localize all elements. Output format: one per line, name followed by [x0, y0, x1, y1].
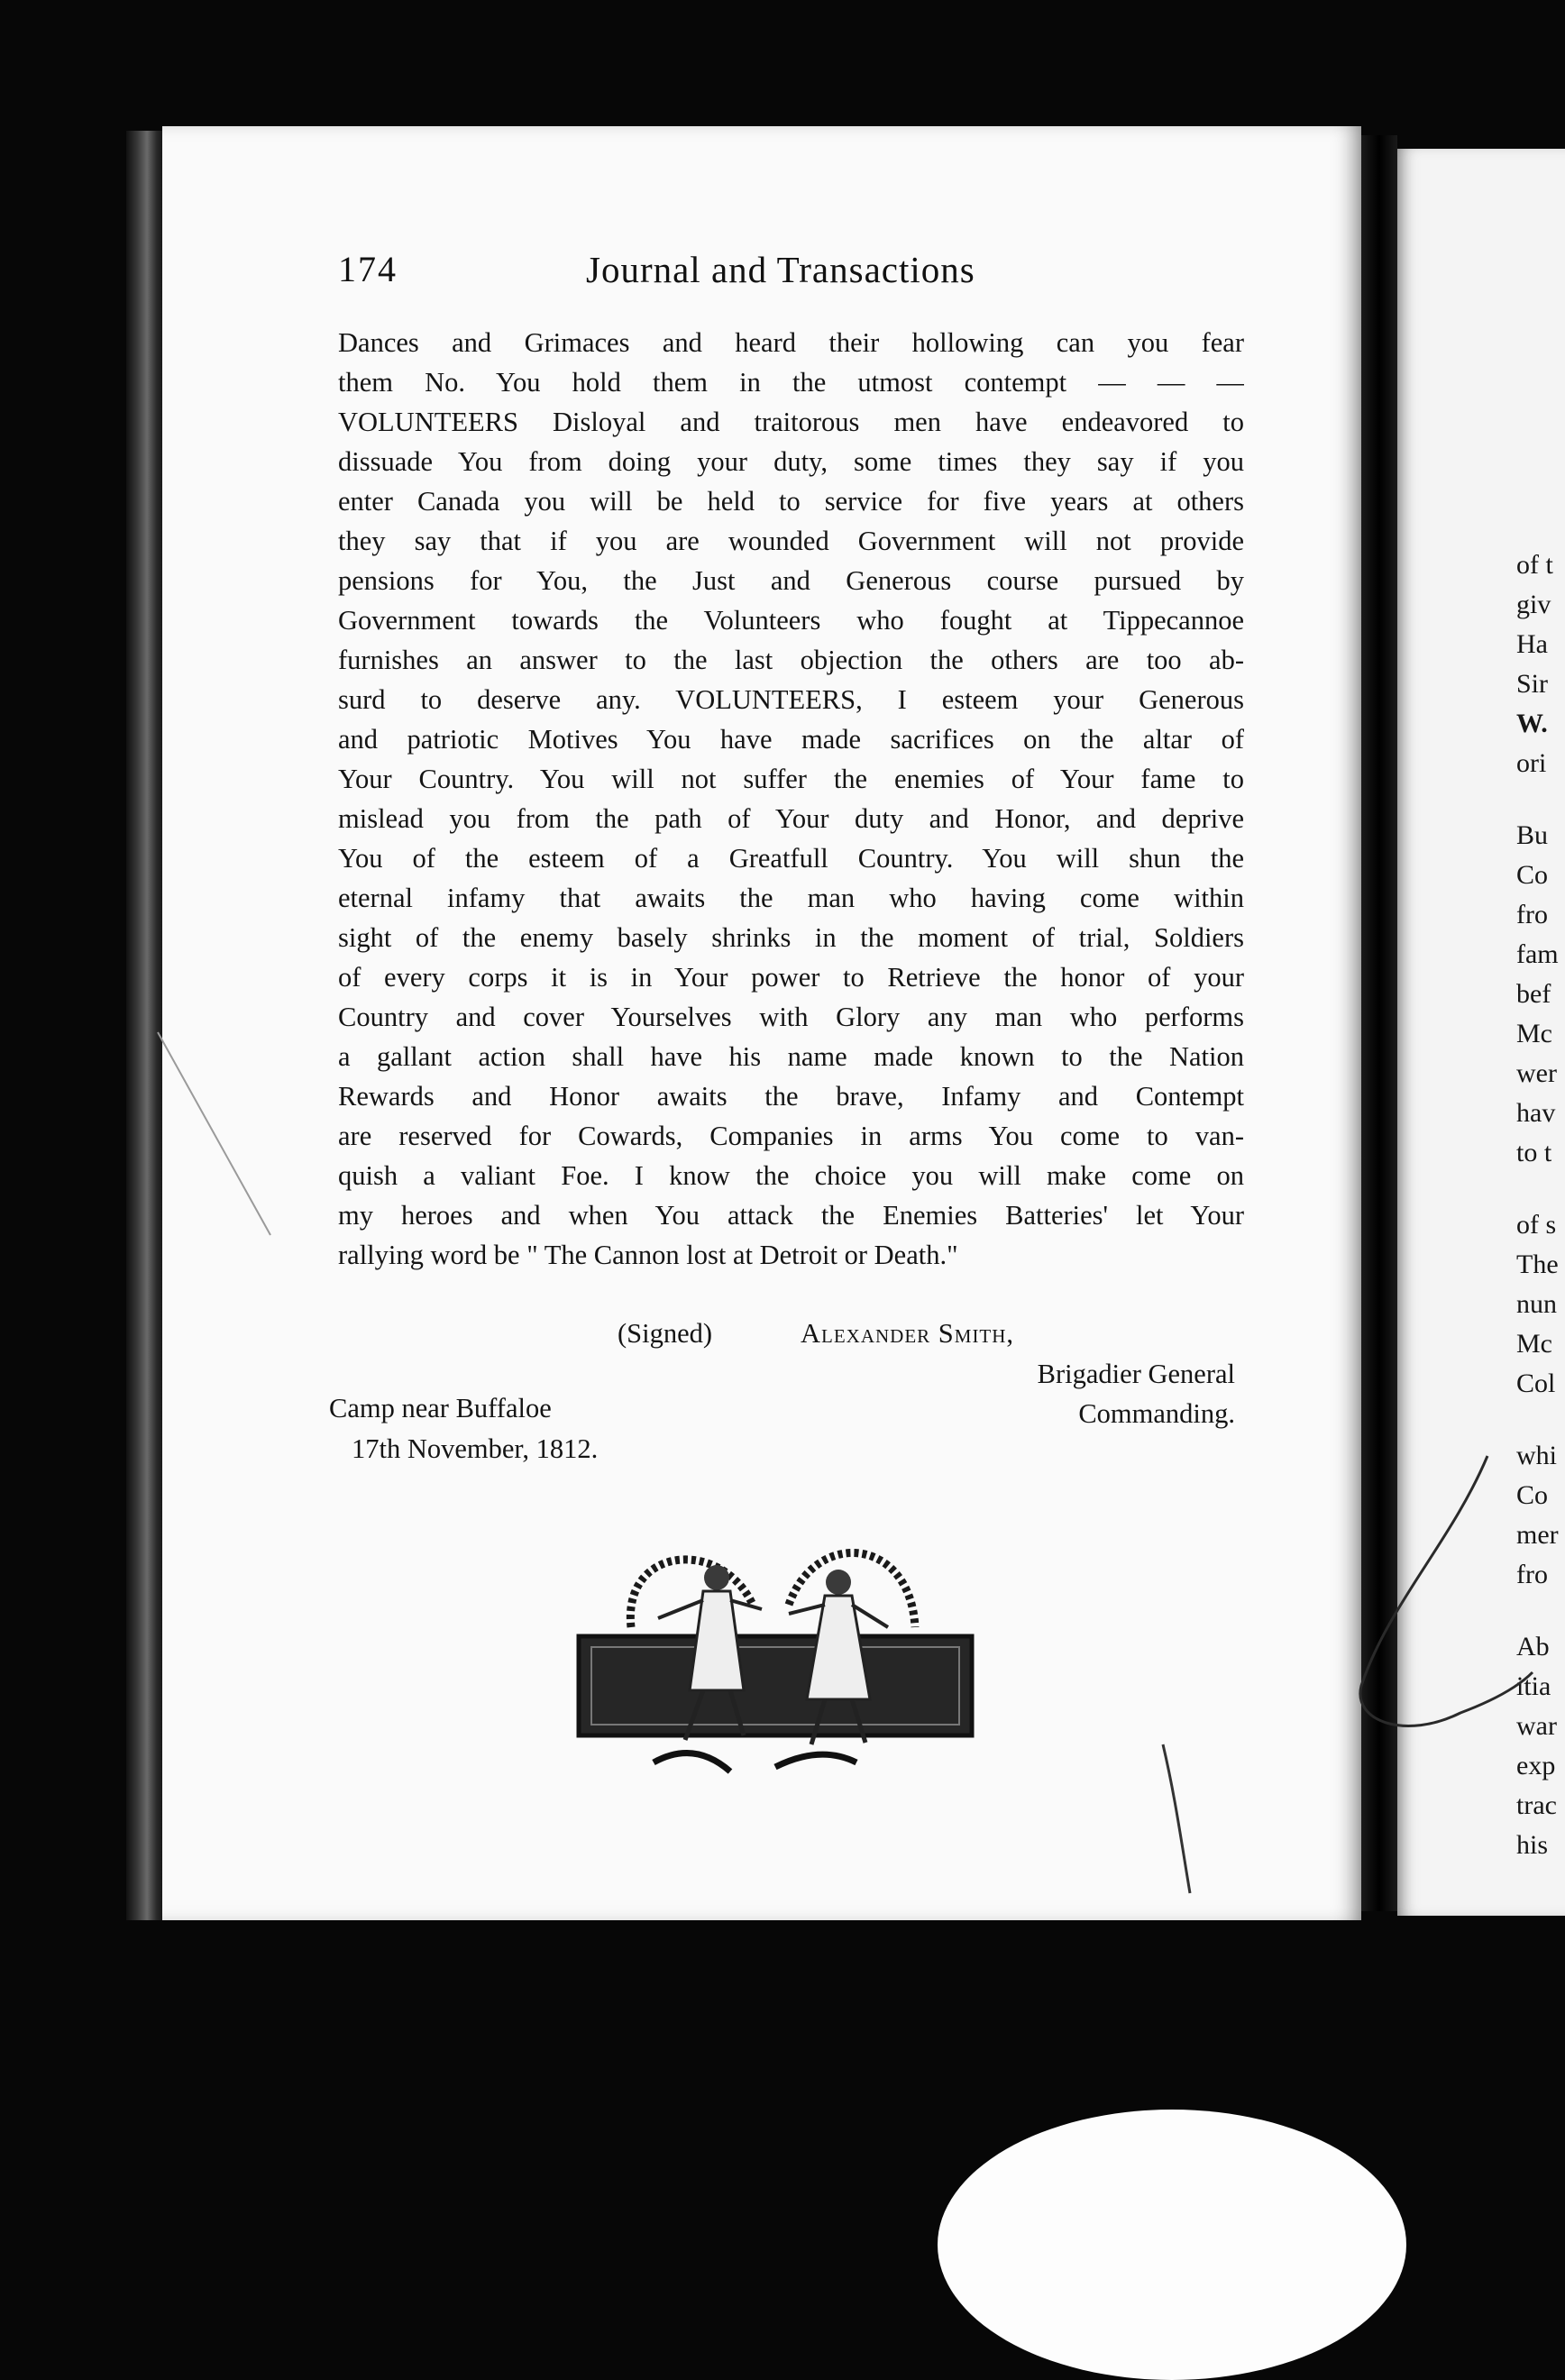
facing-page-line: to t — [1516, 1138, 1552, 1167]
dancer-right-head — [826, 1570, 851, 1595]
facing-page-line: The — [1516, 1250, 1559, 1279]
facing-page-line: fro — [1516, 900, 1548, 929]
dancing-figures-tailpiece — [568, 1519, 983, 1808]
pen-stroke-mark — [1158, 1740, 1194, 1902]
text-line: they say that if you are wounded Government will not provide — [338, 526, 1244, 556]
text-line: dissuade You from doing your duty, some times they say if you — [338, 446, 1244, 477]
facing-page-line: of s — [1516, 1210, 1557, 1240]
light-glare — [938, 2110, 1406, 2380]
text-line: rallying word be " The Cannon lost at Detroit or Death." — [338, 1240, 958, 1270]
facing-page-line: itia — [1516, 1671, 1551, 1701]
facing-page-line: W. — [1516, 709, 1548, 738]
facing-page-line: hav — [1516, 1098, 1556, 1128]
facing-page-line: Mc — [1516, 1329, 1552, 1359]
signatory-role: Commanding. — [1078, 1398, 1235, 1429]
facing-page-line: fam — [1516, 939, 1559, 969]
running-head — [338, 248, 1240, 302]
text-line: You of the esteem of a Greatfull Country. You will shun the — [338, 843, 1244, 874]
text-line: mislead you from the path of Your duty and Honor, and deprive — [338, 803, 1244, 834]
facing-page-line: trac — [1516, 1790, 1557, 1820]
text-line: my heroes and when You attack the Enemies Batteries' let Your — [338, 1200, 1244, 1231]
pen-stroke-mark — [1352, 1442, 1565, 1821]
facing-page-line: Ha — [1516, 629, 1548, 659]
page-title: Journal and Transactions — [586, 249, 975, 290]
signatory-name: Alexander Smith, — [801, 1318, 1015, 1349]
text-line: eternal infamy that awaits the man who having come within — [338, 883, 1244, 913]
signed-label: (Signed) — [618, 1318, 713, 1349]
pen-stroke-mark — [153, 1028, 279, 1244]
facing-page-line: exp — [1516, 1751, 1556, 1780]
facing-page-line: fro — [1516, 1560, 1548, 1589]
text-line: them No. You hold them in the utmost contempt — — — — [338, 367, 1244, 398]
text-line: of every corps it is in Your power to Retrieve the honor of your — [338, 962, 1244, 993]
text-line: are reserved for Cowards, Companies in arms You come to van- — [338, 1121, 1244, 1151]
facing-page-line: bef — [1516, 979, 1551, 1009]
dancer-left-head — [704, 1565, 729, 1590]
place-line: Camp near Buffaloe — [329, 1393, 552, 1423]
facing-page-line: his — [1516, 1830, 1549, 1860]
text-line: a gallant action shall have his name made known to the Nation — [338, 1041, 1244, 1072]
facing-page-line: wer — [1516, 1058, 1557, 1088]
page-number: 174 — [338, 249, 398, 289]
facing-page-line: war — [1516, 1711, 1557, 1741]
text-line: pensions for You, the Just and Generous course pursued by — [338, 565, 1244, 596]
facing-page-line: Bu — [1516, 820, 1549, 850]
facing-page-line: whi — [1516, 1441, 1557, 1470]
facing-page-line: Co — [1516, 1480, 1549, 1510]
facing-page-line: giv — [1516, 590, 1551, 619]
facing-page-line: ori — [1516, 748, 1547, 778]
text-line: quish a valiant Foe. I know the choice you will make come on — [338, 1160, 1244, 1191]
text-line: sight of the enemy basely shrinks in the moment of trial, Soldiers — [338, 922, 1244, 953]
text-line: furnishes an answer to the last objection the others are too ab- — [338, 645, 1244, 675]
facing-page-line: mer — [1516, 1520, 1559, 1550]
text-line: VOLUNTEERS Disloyal and traitorous men have endeavored to — [338, 407, 1244, 437]
text-line: enter Canada you will be held to service for five years at others — [338, 486, 1244, 517]
facing-page-line: nun — [1516, 1289, 1557, 1319]
dancer-left-robe — [690, 1591, 744, 1690]
text-line: Government towards the Volunteers who fought at Tippecannoe — [338, 605, 1244, 636]
text-line: and patriotic Motives You have made sacrifices on the altar of — [338, 724, 1244, 755]
facing-page-line: Mc — [1516, 1019, 1552, 1048]
text-line: Dances and Grimaces and heard their hollowing can you fear — [338, 327, 1244, 358]
signatory-rank: Brigadier General — [1037, 1359, 1235, 1389]
text-line: Rewards and Honor awaits the brave, Infamy and Contempt — [338, 1081, 1244, 1112]
date-line: 17th November, 1812. — [352, 1433, 599, 1464]
base-scroll — [654, 1753, 856, 1771]
facing-page-line: of t — [1516, 550, 1553, 580]
facing-page-line: Ab — [1516, 1632, 1550, 1661]
book-spine — [126, 131, 164, 1920]
facing-page-line: Sir — [1516, 669, 1549, 699]
facing-page-line: Col — [1516, 1368, 1556, 1398]
text-line: Your Country. You will not suffer the enemies of Your fame to — [338, 764, 1244, 794]
facing-page-line: Co — [1516, 860, 1549, 890]
dark-panel — [579, 1636, 972, 1735]
text-line: Country and cover Yourselves with Glory any man who performs — [338, 1002, 1244, 1032]
proclamation-text — [338, 323, 1244, 1275]
text-line: surd to deserve any. VOLUNTEERS, I esteem your Generous — [338, 684, 1244, 715]
